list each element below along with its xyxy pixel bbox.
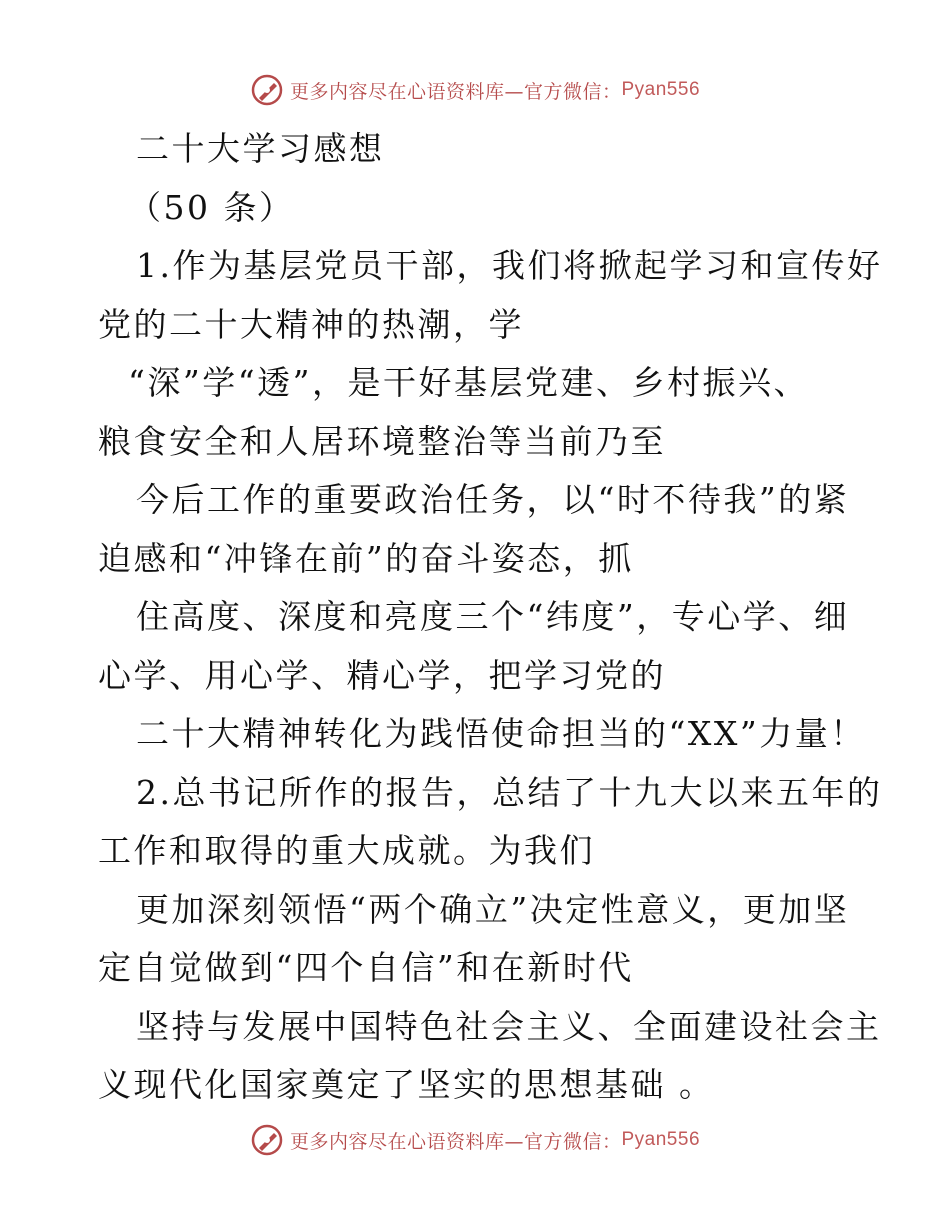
paragraph-line: 住高度、深度和亮度三个“纬度”，专心学、细 xyxy=(136,597,850,636)
paragraph-line: 坚持与发展中国特色社会主义、全面建设社会主 xyxy=(136,1006,882,1046)
paragraph-line: 二十大精神转化为践悟使命担当的“XX”力量！ xyxy=(136,714,866,753)
header-watermark xyxy=(0,70,950,110)
document-body xyxy=(98,120,883,1115)
paragraph-line: 义现代化国家奠定了坚实的思想基础 。 xyxy=(98,1065,715,1104)
quill-pen-logo-icon xyxy=(250,1123,284,1157)
paragraph-line: 粮食安全和人居环境整治等当前乃至 xyxy=(98,421,666,461)
paragraph-line: 今后工作的重要政治任务，以“时不待我”的紧 xyxy=(136,480,850,519)
paragraph-line: “深”学“透”，是干好基层党建、乡村振兴、 xyxy=(128,363,809,402)
paragraph-line: 1.作为基层党员干部，我们将掀起学习和宣传好 xyxy=(136,246,883,285)
watermark-handle: Pyan556 xyxy=(621,1129,701,1150)
footer-watermark xyxy=(0,1120,950,1160)
document-title: 二十大学习感想 xyxy=(136,129,385,168)
paragraph-line: 迫感和“冲锋在前”的奋斗姿态，抓 xyxy=(98,538,634,578)
paragraph-line: 工作和取得的重大成就。为我们 xyxy=(98,831,595,870)
watermark-text: 更多内容尽在心语资料库—官方微信： xyxy=(289,1130,622,1153)
paragraph-line: 定自觉做到“四个自信”和在新时代 xyxy=(98,948,634,987)
paragraph-line: 心学、用心学、精心学，把学习党的 xyxy=(98,655,666,695)
watermark-text: 更多内容尽在心语资料库—官方微信： xyxy=(289,80,622,103)
paragraph-line: 更加深刻领悟“两个确立”决定性意义，更加坚 xyxy=(136,889,850,929)
paragraph-line: 党的二十大精神的热潮，学 xyxy=(98,304,524,344)
watermark-handle: Pyan556 xyxy=(621,79,701,100)
paragraph-line: 2.总书记所作的报告，总结了十九大以来五年的 xyxy=(136,772,883,812)
quill-pen-logo-icon xyxy=(250,73,284,107)
document-subtitle: （50 条） xyxy=(128,187,295,227)
